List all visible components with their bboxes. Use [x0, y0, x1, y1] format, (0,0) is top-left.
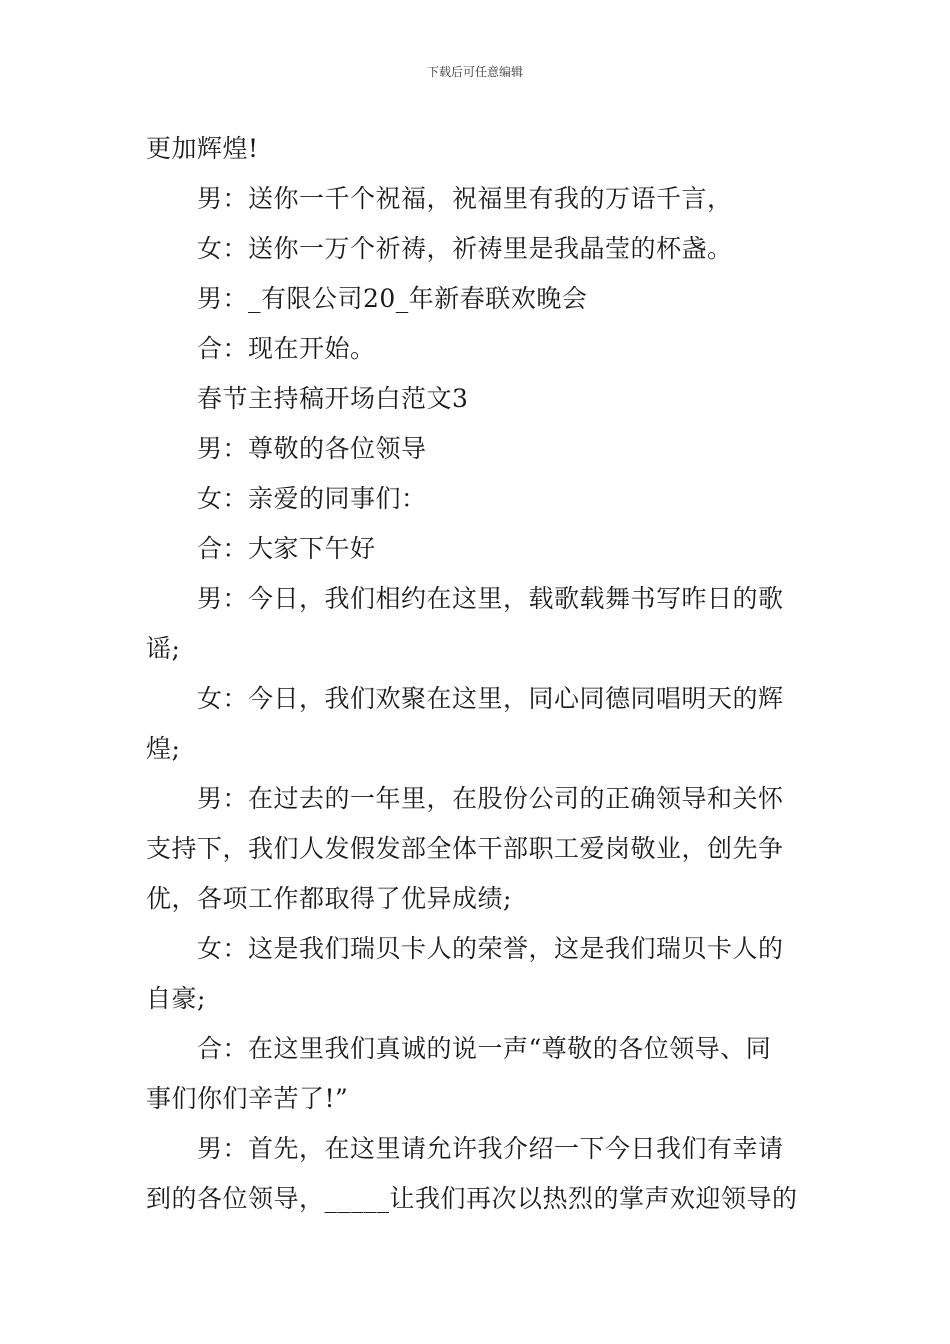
page-header: 下载后可任意编辑	[426, 65, 523, 79]
text-line: 事们你们辛苦了!”	[146, 1084, 349, 1113]
text-line: 女：今日，我们欢聚在这里，同心同德同唱明天的辉	[197, 684, 784, 713]
text-line: 合：大家下午好	[197, 534, 376, 563]
text-line: 更加辉煌!	[146, 134, 259, 163]
text-line: 男：首先，在这里请允许我介绍一下今日我们有幸请	[197, 1134, 784, 1163]
text-line: 到的各位领导，_____让我们再次以热烈的掌声欢迎领导的	[146, 1184, 798, 1213]
text-line: 男：在过去的一年里，在股份公司的正确领导和关怀	[197, 784, 784, 813]
document-body	[146, 124, 808, 1224]
text-line: 女：这是我们瑞贝卡人的荣誉，这是我们瑞贝卡人的	[197, 934, 784, 963]
text-line: 女：送你一万个祈祷，祈祷里是我晶莹的杯盏。	[197, 234, 733, 263]
text-line: 支持下，我们人发假发部全体干部职工爱岗敬业，创先争	[146, 834, 784, 863]
text-line: 谣;	[146, 634, 181, 663]
text-line: 男：今日，我们相约在这里，载歌载舞书写昨日的歌	[197, 584, 784, 613]
text-line: 合：现在开始。	[197, 334, 376, 363]
text-line: 女：亲爱的同事们：	[197, 484, 427, 513]
text-line: 自豪;	[146, 984, 206, 1013]
text-line: 合：在这里我们真诚的说一声“尊敬的各位领导、同	[197, 1034, 772, 1063]
text-line: 优，各项工作都取得了优异成绩;	[146, 884, 512, 913]
text-line: 男：尊敬的各位领导	[197, 434, 427, 463]
text-line: 男：_有限公司20_年新春联欢晚会	[197, 284, 588, 313]
section-heading: 春节主持稿开场白范文3	[197, 384, 469, 413]
text-line: 煌;	[146, 734, 181, 763]
text-line: 男：送你一千个祝福，祝福里有我的万语千言，	[197, 184, 733, 213]
